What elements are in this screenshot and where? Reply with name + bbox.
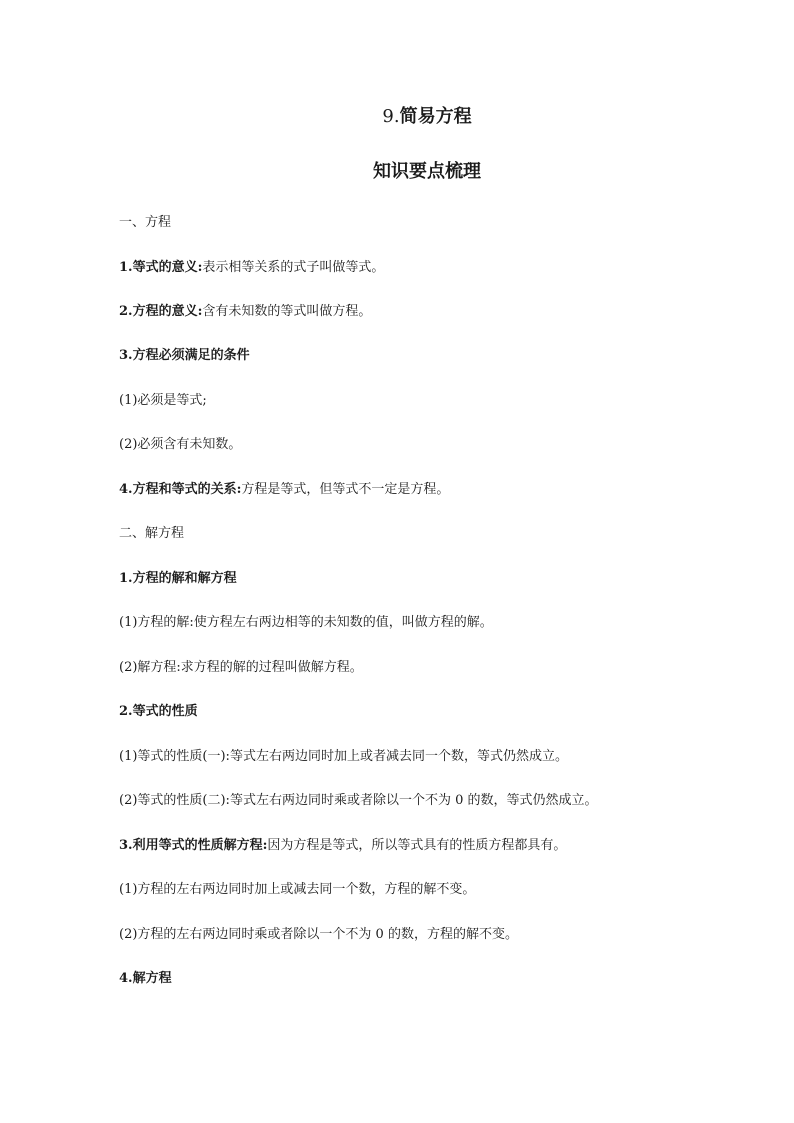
paragraph-line: (2)等式的性质(二):等式左右两边同时乘或者除以一个不为 0 的数，等式仍然成立。 [119, 793, 598, 808]
paragraph-line: 2.等式的性质 [119, 704, 198, 719]
paragraph-line: (1)方程的左右两边同时加上或减去同一个数，方程的解不变。 [119, 882, 476, 897]
paragraph-line: (1)必须是等式; [119, 393, 207, 408]
document-title [0, 105, 794, 129]
section-1-heading: 一、方程 [119, 215, 172, 230]
title-number: 9. [382, 106, 400, 127]
title-text: 简易方程 [399, 106, 472, 127]
paragraph-line: 3.方程必须满足的条件 [119, 348, 250, 363]
paragraph-line: (2)必须含有未知数。 [119, 437, 242, 452]
paragraph-line: (1)方程的解:使方程左右两边相等的未知数的值，叫做方程的解。 [119, 615, 493, 630]
paragraph-line: (1)等式的性质(一):等式左右两边同时加上或者减去同一个数，等式仍然成立。 [119, 749, 568, 764]
paragraph-line: 3.利用等式的性质解方程:因为方程是等式，所以等式具有的性质方程都具有。 [119, 838, 567, 853]
paragraph-line: (2)解方程:求方程的解的过程叫做解方程。 [119, 660, 363, 675]
paragraph-line: (2)方程的左右两边同时乘或者除以一个不为 0 的数，方程的解不变。 [119, 927, 518, 942]
paragraph-line: 4.解方程 [119, 971, 172, 986]
section-heading: 知识要点梳理 [373, 161, 481, 182]
paragraph-line: 1.等式的意义:表示相等关系的式子叫做等式。 [119, 260, 385, 275]
paragraph-line: 1.方程的解和解方程 [119, 571, 237, 586]
paragraph-line: 2.方程的意义:含有未知数的等式叫做方程。 [119, 304, 372, 319]
paragraph-line: 4.方程和等式的关系:方程是等式，但等式不一定是方程。 [119, 482, 450, 497]
section-2-heading: 二、解方程 [119, 526, 185, 541]
